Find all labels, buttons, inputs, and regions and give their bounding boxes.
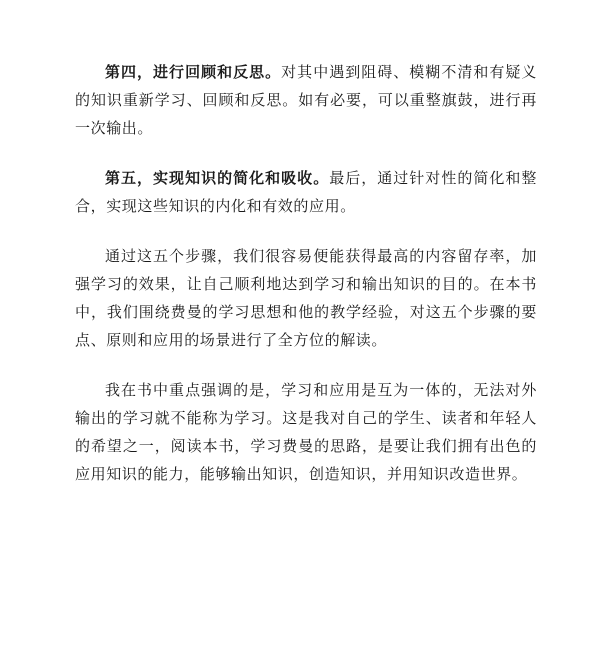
paragraph-body: 我在书中重点强调的是，学习和应用是互为一体的，无法对外输出的学习就不能称为学习。这是我对自己的学生、读者和年轻人的希望之一，阅读本书，学习费曼的思路，是要让我们拥有出色的应用知识的能力，能够输出知识，创造知识，并用知识改造世界。	[75, 381, 537, 483]
paragraph-step-four	[75, 58, 537, 142]
document-page	[75, 58, 537, 510]
paragraph-step-five	[75, 164, 537, 220]
paragraph-lead: 第四，进行回顾和反思。	[105, 63, 282, 81]
paragraph-body: 通过这五个步骤，我们很容易便能获得最高的内容留存率，加强学习的效果，让自己顺利地达到学习和输出知识的目的。在本书中，我们围绕费曼的学习思想和他的教学经验，对这五个步骤的要点、原则和应用的场景进行了全方位的解读。	[75, 247, 537, 349]
paragraph-conclusion	[75, 376, 537, 488]
paragraph-body: 最后，通过针对性的简化和整合，实现这些知识的内化和有效的应用。	[75, 169, 537, 215]
paragraph-body: 对其中遇到阻碍、模糊不清和有疑义的知识重新学习、回顾和反思。如有必要，可以重整旗鼓，进行再一次输出。	[75, 63, 537, 137]
paragraph-lead: 第五，实现知识的简化和吸收。	[105, 169, 330, 187]
paragraph-summary	[75, 242, 537, 354]
